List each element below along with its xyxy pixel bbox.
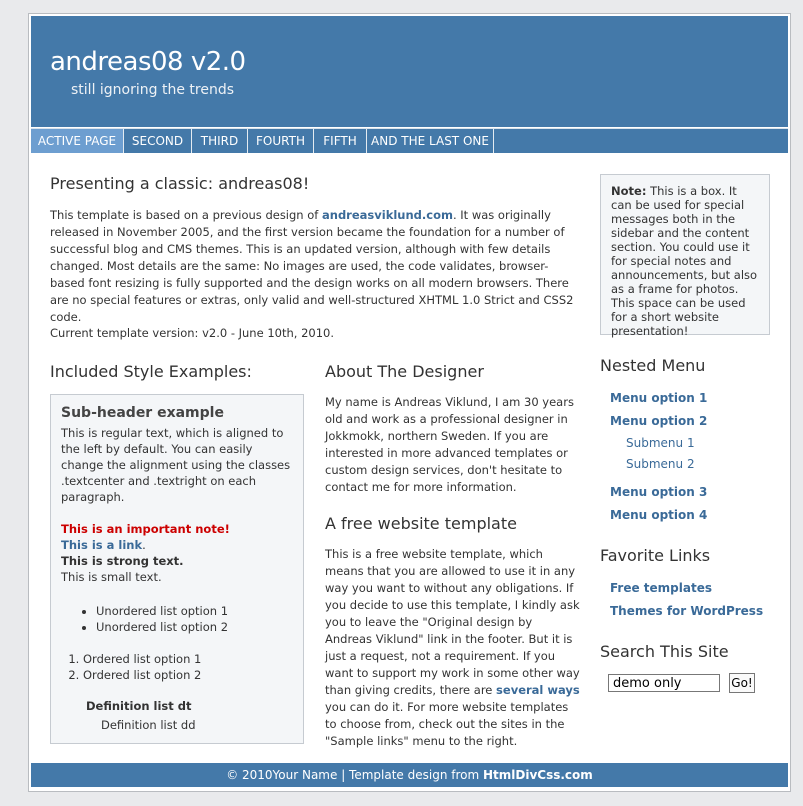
list-item: 2. Ordered list option 2 bbox=[83, 667, 297, 683]
example-link[interactable]: This is a link bbox=[61, 538, 143, 552]
several-ways-link[interactable]: several ways bbox=[496, 683, 580, 697]
nav-active-page[interactable]: ACTIVE PAGE bbox=[31, 129, 124, 153]
important-note: This is an important note! bbox=[61, 522, 230, 536]
note-box bbox=[600, 174, 770, 338]
intro-text-pre: This template is based on a previous design of bbox=[50, 208, 322, 222]
list-item: • Unordered list option 1 bbox=[96, 603, 297, 619]
template-version: Current template version: v2.0 - June 10th, 2010. bbox=[50, 326, 334, 340]
about-designer-heading: About The Designer bbox=[325, 362, 484, 381]
site-footer bbox=[31, 763, 788, 787]
unordered-list bbox=[61, 603, 297, 635]
intro-text-post: . It was originally released in November 2005, and the first version became the foundation for a number of successful blog and CMS themes. This is an updated version, although with few details changed. Most details are the same: No images are used, the code validates, browser-based font resizing is fully supported and the design works on all modern browsers. There are no special features or extras, only valid and well-structured XHTML 1.0 Strict and CSS2 code. bbox=[50, 208, 574, 324]
menu-option-1[interactable]: Menu option 1 bbox=[610, 391, 708, 405]
definition-term: Definition list dt bbox=[86, 699, 192, 713]
favorite-links-heading: Favorite Links bbox=[600, 546, 711, 565]
nav-third[interactable]: THIRD bbox=[192, 129, 248, 153]
submenu-1[interactable]: Submenu 1 bbox=[626, 436, 695, 450]
page-frame bbox=[28, 13, 791, 792]
list-item: • Unordered list option 2 bbox=[96, 619, 297, 635]
menu-option-4[interactable]: Menu option 4 bbox=[610, 508, 708, 522]
andreasviklund-link[interactable]: andreasviklund.com bbox=[322, 208, 453, 222]
sub-header-example: Sub-header example bbox=[61, 405, 224, 421]
list-item: 1. Ordered list option 1 bbox=[83, 651, 297, 667]
submenu-2[interactable]: Submenu 2 bbox=[626, 457, 695, 471]
style-examples-box bbox=[50, 394, 304, 744]
search-input[interactable] bbox=[608, 674, 720, 692]
link-line: This is a link. bbox=[61, 538, 146, 552]
search-heading: Search This Site bbox=[600, 642, 729, 661]
nav-fourth[interactable]: FOURTH bbox=[248, 129, 314, 153]
site-title[interactable]: andreas08 v2.0 bbox=[50, 47, 246, 77]
free-template-heading: A free website template bbox=[325, 514, 517, 533]
site-header bbox=[31, 16, 788, 127]
menu-option-3[interactable]: Menu option 3 bbox=[610, 485, 708, 499]
footer-text: © 2010Your Name | Template design from bbox=[226, 768, 483, 782]
main-navigation bbox=[31, 128, 788, 153]
definition-description: Definition list dd bbox=[101, 718, 196, 732]
small-text: This is small text. bbox=[61, 570, 162, 584]
nav-last-one[interactable]: AND THE LAST ONE bbox=[367, 129, 494, 153]
site-slogan: still ignoring the trends bbox=[71, 82, 235, 98]
nav-second[interactable]: SECOND bbox=[124, 129, 192, 153]
strong-text: This is strong text. bbox=[61, 554, 184, 568]
intro-paragraph bbox=[50, 207, 580, 326]
about-designer-text: My name is Andreas Viklund, I am 30 years old and work as a professional designer in Jokkmokk, northern Sweden. If you are interested in more advanced templates or custom design services, don't hesitate to contact me for more information. bbox=[325, 395, 574, 494]
themes-wordpress-link[interactable]: Themes for WordPress bbox=[610, 604, 764, 618]
note-text: This is a box. It can be used for special messages both in the sidebar and the content section. You could use it for special notes and announcements, but also as a frame for photos. This space can be used for a short website presentation! bbox=[611, 184, 758, 338]
definition-list bbox=[61, 698, 297, 733]
nav-fifth[interactable]: FIFTH bbox=[314, 129, 367, 153]
page-heading: Presenting a classic: andreas08! bbox=[50, 174, 310, 193]
nested-menu-heading: Nested Menu bbox=[600, 356, 706, 375]
search-go-button[interactable]: Go! bbox=[729, 673, 755, 693]
regular-text: This is regular text, which is aligned to the left by default. You can easily change the alignment using the classes .textcenter and .textright on each paragraph. bbox=[61, 426, 291, 504]
note-label: Note: bbox=[611, 184, 647, 198]
menu-option-2[interactable]: Menu option 2 bbox=[610, 414, 708, 428]
free-template-text: This is a free website template, which means that you are allowed to use it in any way you want to without any obligations. If you decide to use this template, I kindly ask you to leave the "Original design by Andreas Viklund" link in the footer. But it is just a request, not a requirement. If you want to support my work in some other way than giving credits, there are several ways you can do it. For more website templates to choose from, check out the sites in the "Sample links" menu to the right. bbox=[325, 547, 580, 748]
style-examples-heading: Included Style Examples: bbox=[50, 362, 252, 381]
footer-link[interactable]: HtmlDivCss.com bbox=[482, 768, 593, 782]
ordered-list bbox=[61, 651, 297, 683]
free-templates-link[interactable]: Free templates bbox=[610, 581, 712, 595]
